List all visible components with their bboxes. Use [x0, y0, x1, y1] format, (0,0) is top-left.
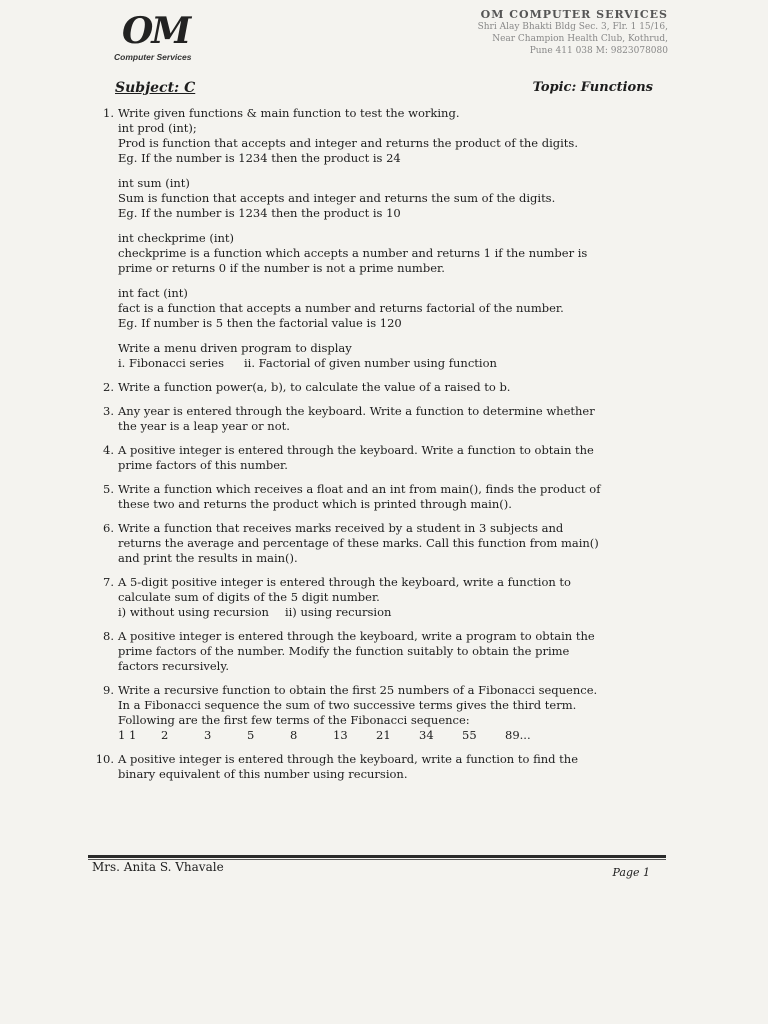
fibonacci-term: 1 1: [118, 728, 137, 742]
address-line: Shri Alay Bhakti Bldg Sec. 3, Flr. 1 15/16,: [477, 22, 668, 32]
address-line: Pune 411 038 M: 9823078080: [529, 46, 668, 56]
question-8: [92, 629, 657, 674]
question-text: Write a menu driven program to display: [118, 341, 352, 355]
question-text: binary equivalent of this number using recursion.: [118, 767, 408, 781]
question-text: A positive integer is entered through the keyboard. Write a function to obtain the: [118, 443, 594, 457]
question-9: [92, 683, 657, 743]
function-block-fact: [118, 286, 657, 331]
page-number: Page 1: [612, 866, 650, 879]
question-text: Eg. If number is 5 then the factorial value is 120: [118, 316, 402, 330]
question-7: [92, 575, 657, 620]
question-text: prime factors of this number.: [118, 458, 288, 472]
question-text: Eg. If the number is 1234 then the product is 24: [118, 151, 401, 165]
question-6: [92, 521, 657, 566]
fibonacci-term: 34: [419, 728, 434, 742]
question-text: int fact (int): [118, 286, 188, 300]
option-list: [118, 605, 657, 620]
question-text: prime factors of the number. Modify the function suitably to obtain the prime: [118, 644, 570, 658]
menu-item: i. Fibonacci series: [118, 356, 224, 370]
question-text: Prod is function that accepts and integer and returns the product of the digits.: [118, 136, 578, 150]
question-text: checkprime is a function which accepts a number and returns 1 if the number is: [118, 246, 588, 260]
fibonacci-term: 2: [161, 728, 169, 742]
question-3: [92, 404, 657, 434]
fibonacci-term: 13: [333, 728, 348, 742]
company-name: OM COMPUTER SERVICES: [480, 8, 668, 21]
question-number: 7.: [103, 575, 114, 589]
logo-subtitle: Computer Services: [114, 52, 192, 62]
logo-mark: OM: [122, 10, 190, 52]
company-info: [368, 8, 668, 57]
question-text: int sum (int): [118, 176, 190, 190]
question-text: Any year is entered through the keyboard. Write a function to determine whether: [118, 404, 595, 418]
fibonacci-term: 5: [247, 728, 255, 742]
function-block-checkprime: [118, 231, 657, 276]
fibonacci-term: 55: [462, 728, 477, 742]
topic-label: Topic: Functions: [532, 80, 653, 95]
question-text: and print the results in main().: [118, 551, 298, 565]
question-number: 2.: [103, 380, 114, 394]
question-text: Following are the first few terms of the Fibonacci sequence:: [118, 713, 470, 727]
menu-items: [118, 356, 657, 371]
question-text: int checkprime (int): [118, 231, 235, 245]
question-text: fact is a function that accepts a number and returns factorial of the number.: [118, 301, 564, 315]
question-number: 1.: [103, 106, 114, 120]
fibonacci-term: 89...: [505, 728, 531, 742]
question-text: In a Fibonacci sequence the sum of two successive terms gives the third term.: [118, 698, 577, 712]
question-text: Write a function which receives a float and an int from main(), finds the product of: [118, 482, 601, 496]
author-name: Mrs. Anita S. Vhavale: [92, 860, 224, 874]
question-text: Sum is function that accepts and integer and returns the sum of the digits.: [118, 191, 556, 205]
question-text: A positive integer is entered through the keyboard, write a function to find the: [118, 752, 578, 766]
question-number: 9.: [103, 683, 114, 697]
question-number: 4.: [103, 443, 114, 457]
footer-divider: [88, 855, 666, 858]
question-5: [92, 482, 657, 512]
option-item: i) without using recursion: [118, 605, 269, 619]
question-4: [92, 443, 657, 473]
question-number: 3.: [103, 404, 114, 418]
address-line: Near Champion Health Club, Kothrud,: [492, 34, 668, 44]
question-text: int prod (int);: [118, 121, 197, 135]
question-number: 5.: [103, 482, 114, 496]
question-text: Write given functions & main function to test the working.: [118, 106, 460, 120]
question-text: the year is a leap year or not.: [118, 419, 290, 433]
subject-label: Subject: C: [115, 80, 196, 96]
company-logo: [112, 12, 222, 62]
question-text: returns the average and percentage of these marks. Call this function from main(): [118, 536, 599, 550]
question-10: [92, 752, 657, 782]
question-text: prime or returns 0 if the number is not a prime number.: [118, 261, 445, 275]
question-text: factors recursively.: [118, 659, 229, 673]
question-text: Eg. If the number is 1234 then the product is 10: [118, 206, 401, 220]
fibonacci-term: 3: [204, 728, 212, 742]
question-text: calculate sum of digits of the 5 digit number.: [118, 590, 380, 604]
subject-row: [115, 80, 653, 102]
question-number: 6.: [103, 521, 114, 535]
menu-item: ii. Factorial of given number using function: [244, 356, 497, 370]
menu-block: [118, 341, 657, 371]
question-number: 10.: [95, 752, 114, 766]
function-block-prod: [118, 121, 657, 166]
function-block-sum: [118, 176, 657, 221]
question-1: [92, 106, 657, 371]
option-item: ii) using recursion: [284, 605, 392, 619]
question-text: Write a recursive function to obtain the first 25 numbers of a Fibonacci sequence.: [118, 683, 598, 697]
question-text: these two and returns the product which is printed through main().: [118, 497, 512, 511]
fibonacci-term: 21: [376, 728, 391, 742]
question-number: 8.: [103, 629, 114, 643]
fibonacci-term: 8: [290, 728, 298, 742]
question-text: A 5-digit positive integer is entered through the keyboard, write a function to: [118, 575, 571, 589]
question-2: [92, 380, 657, 395]
fibonacci-terms: [118, 728, 657, 743]
question-text: Write a function power(a, b), to calculate the value of a raised to b.: [118, 380, 511, 394]
question-text: A positive integer is entered through the keyboard, write a program to obtain the: [118, 629, 595, 643]
question-text: Write a function that receives marks received by a student in 3 subjects and: [118, 521, 564, 535]
question-list: [92, 106, 657, 791]
